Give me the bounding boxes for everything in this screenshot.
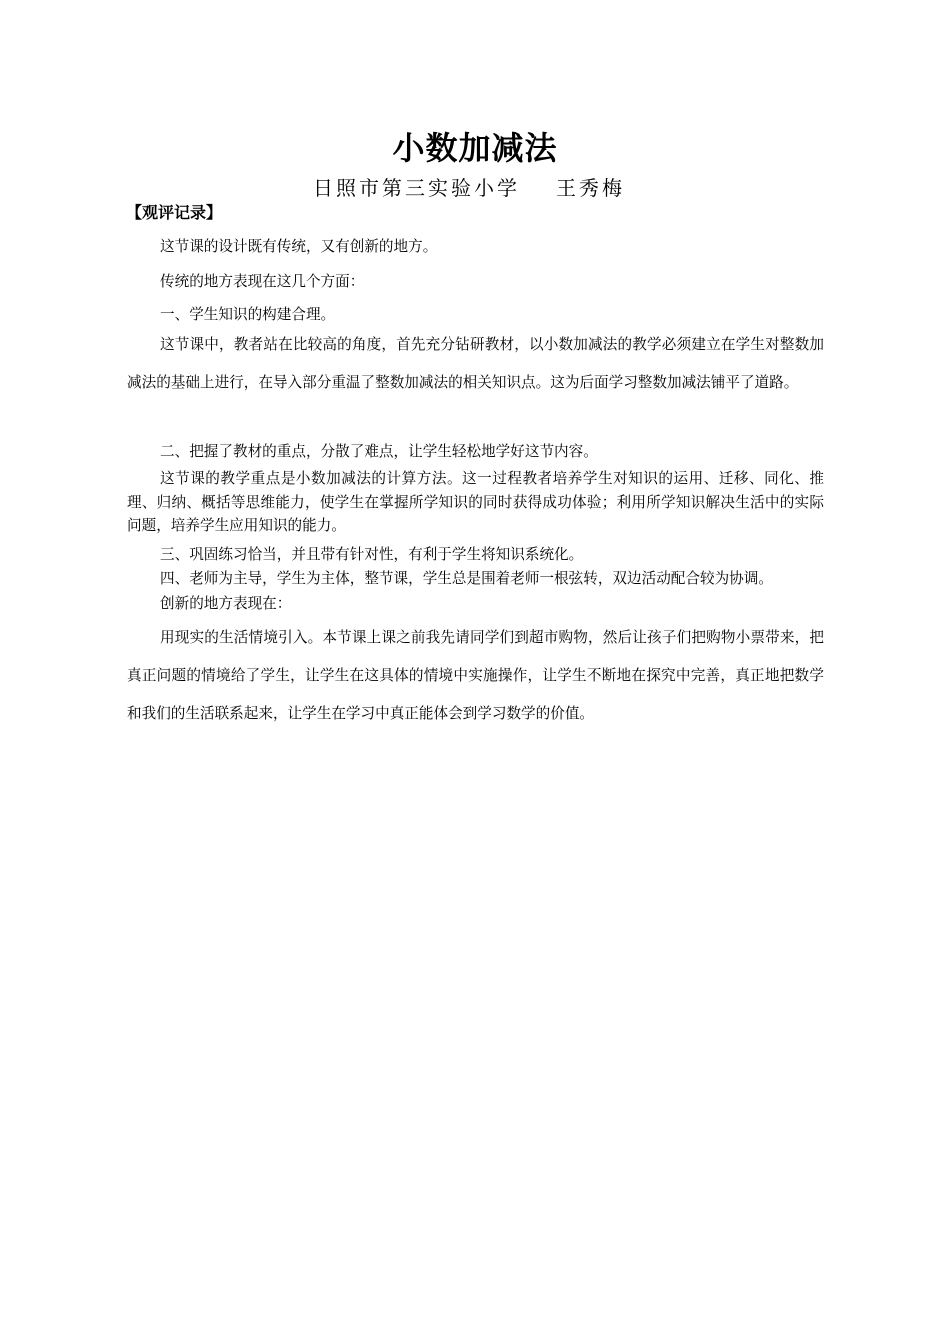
paragraph-point-three: 三、巩固练习恰当，并且带有针对性，有利于学生将知识系统化。: [160, 546, 584, 563]
document-title: 小数加减法: [392, 129, 558, 167]
author-byline: [0, 174, 938, 202]
author-school: 日照市第三实验小学: [313, 176, 520, 200]
paragraph-point-two-detail: 这节课的教学重点是小数加减法的计算方法。这一过程教者培养学生对知识的运用、迁移、同化、推理、归纳、概括等思维能力，使学生在掌握所学知识的同时获得成功体验；利用所学知识解决生活中的实际问题，培养学生应用知识的能力。: [127, 470, 824, 534]
paragraph-point-one-detail: 这节课中，教者站在比较高的角度，首先充分钻研教材，以小数加减法的教学必须建立在学生对整数加减法的基础上进行，在导入部分重温了整数加减法的相关知识点。这为后面学习整数加减法铺平了道路。: [127, 336, 824, 391]
paragraph-traditional-aspects: 传统的地方表现在这几个方面：: [160, 273, 365, 290]
paragraph-innovation-aspects: 创新的地方表现在：: [160, 595, 292, 612]
paragraph-point-one: 一、学生知识的构建合理。: [160, 306, 336, 323]
paragraph-point-four: 四、老师为主导，学生为主体，整节课，学生总是围着老师一根弦转，双边活动配合较为协调。: [160, 570, 773, 587]
paragraph-intro: 这节课的设计既有传统，又有创新的地方。: [160, 238, 438, 255]
section-heading: 【观评记录】: [126, 203, 223, 222]
paragraph-point-two: 二、把握了教材的重点，分散了难点，让学生轻松地学好这节内容。: [160, 443, 598, 460]
paragraph-innovation-detail: 用现实的生活情境引入。本节课上课之前我先请同学们到超市购物，然后让孩子们把购物小票带来，把真正问题的情境给了学生，让学生在这具体的情境中实施操作，让学生不断地在探究中完善，真正地把数学和我们的生活联系起来，让学生在学习中真正能体会到学习数学的价值。: [127, 629, 824, 722]
author-name: 王秀梅: [556, 176, 625, 200]
